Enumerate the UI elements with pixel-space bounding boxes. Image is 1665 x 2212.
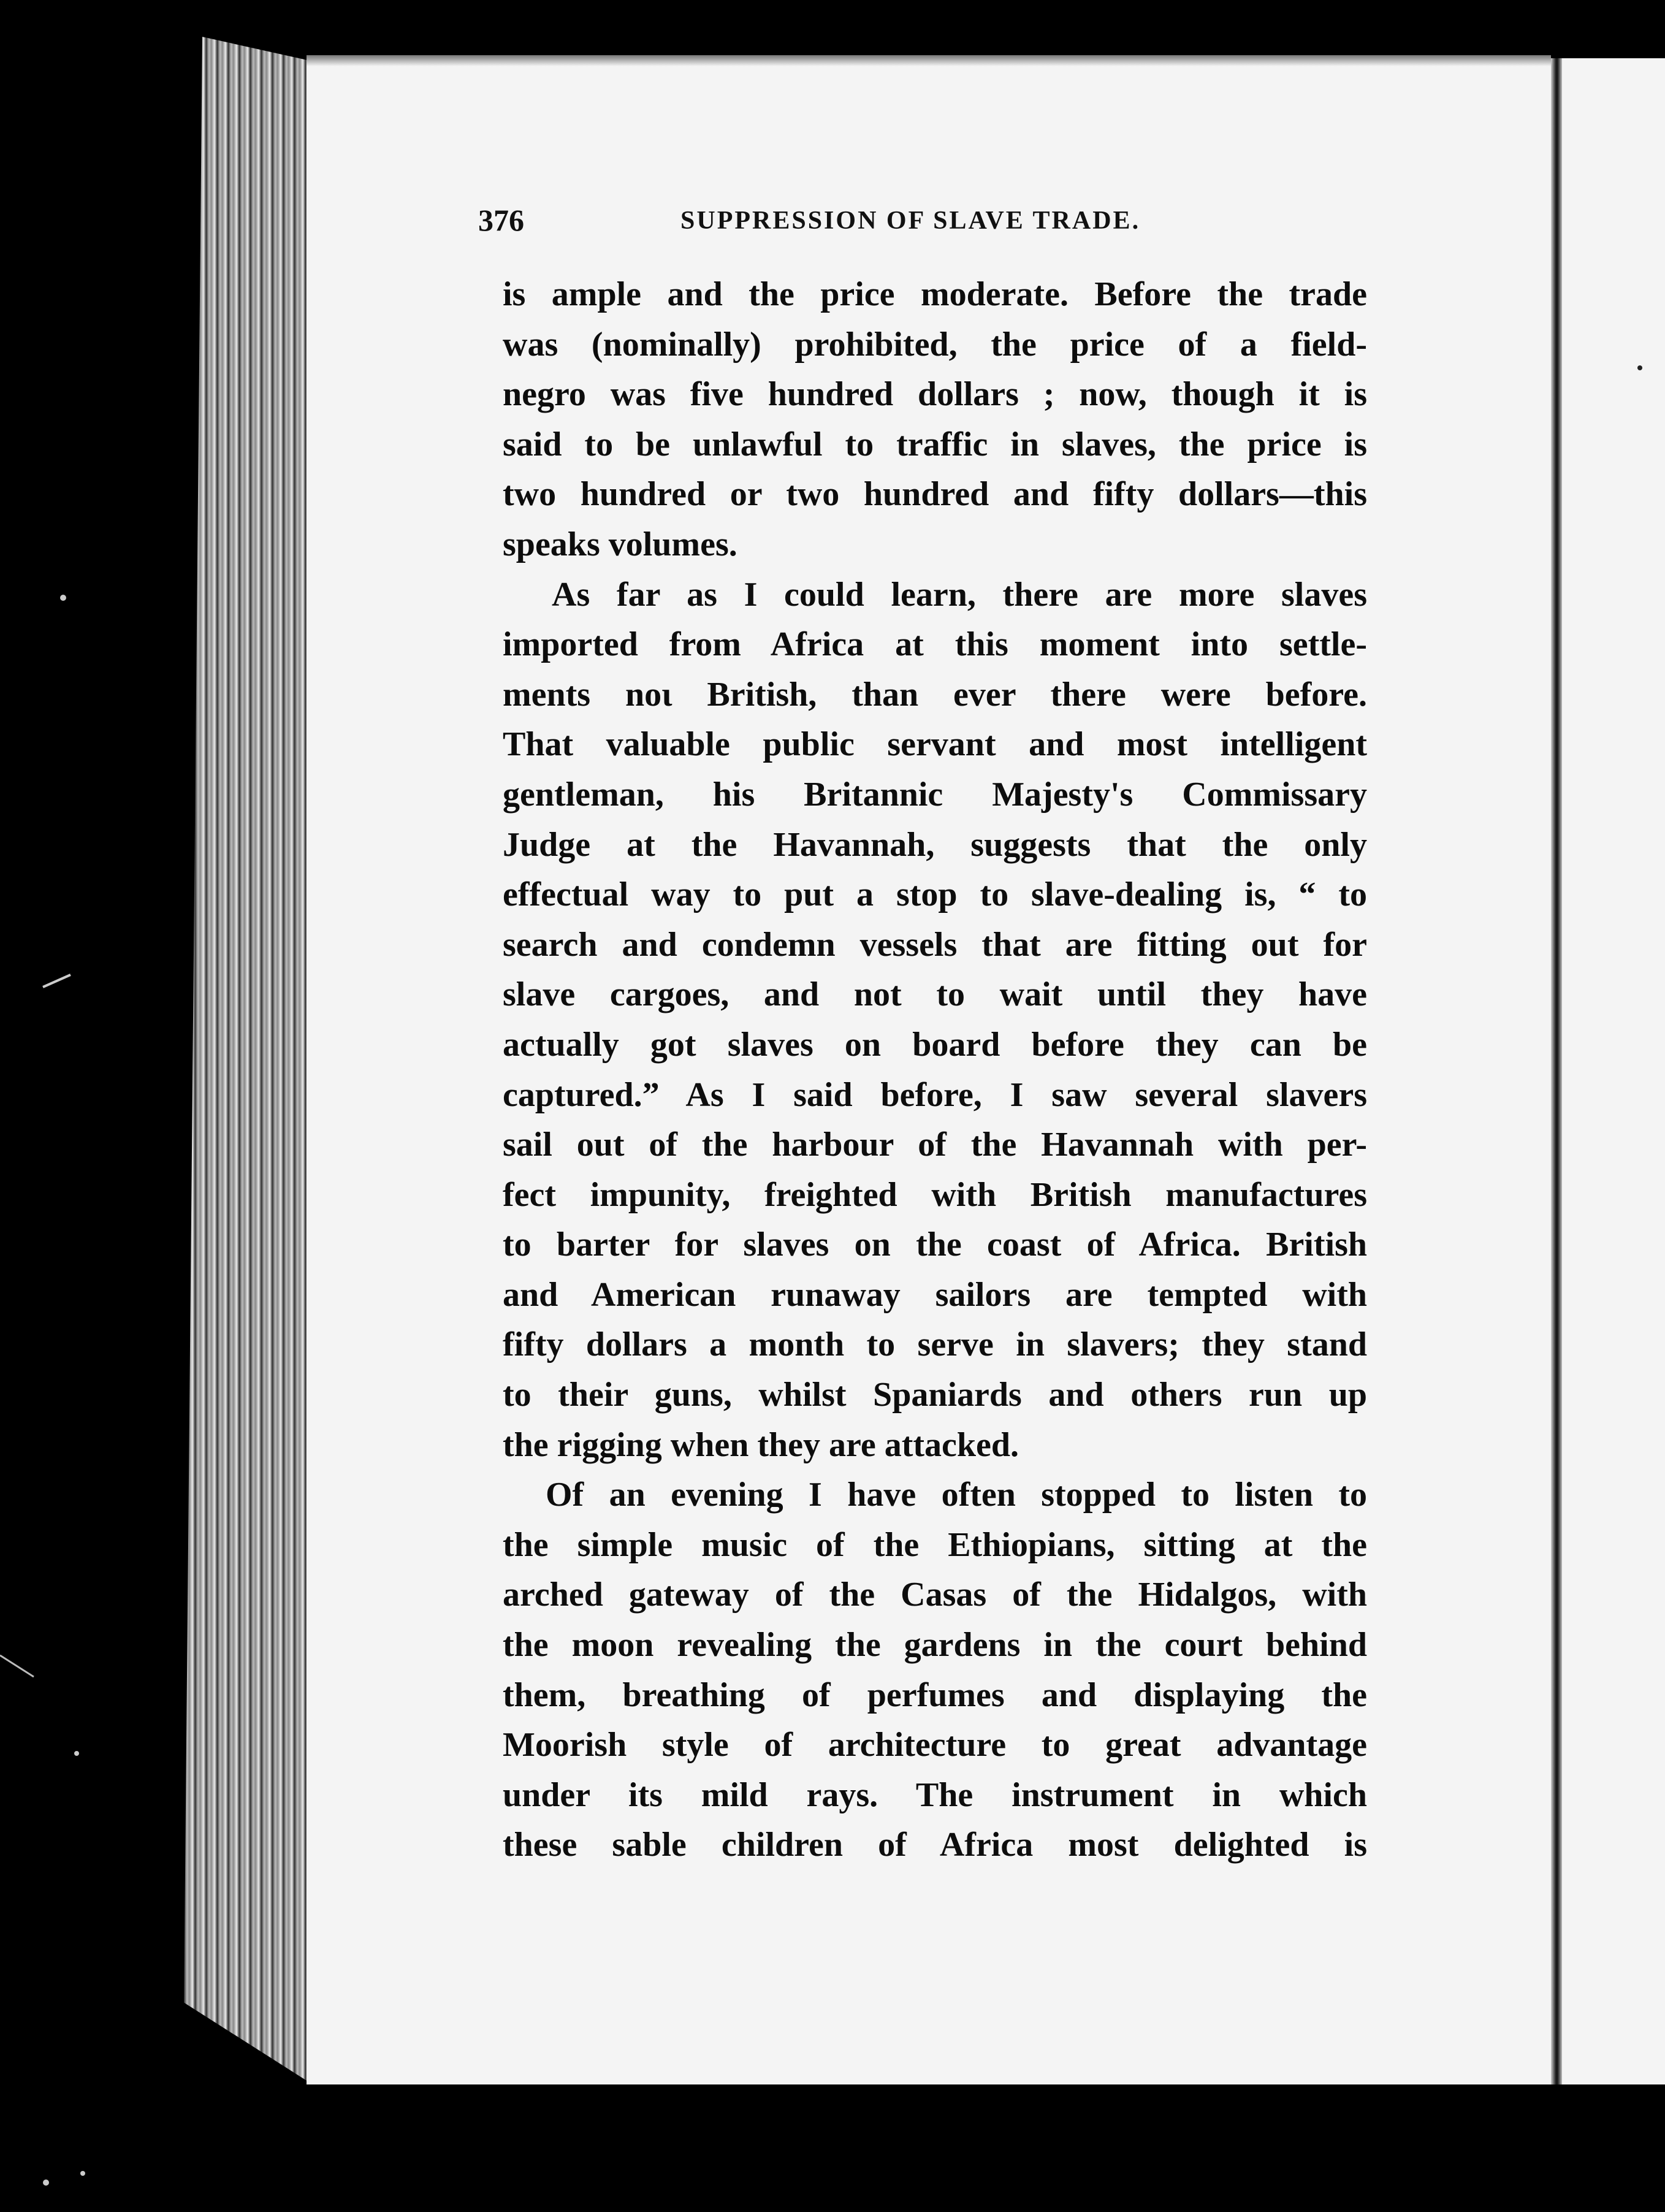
text-line: arched gateway of the Casas of the Hidalgos, with xyxy=(503,1576,1367,1614)
text-line: Moorish style of architecture to great advantage xyxy=(503,1726,1367,1764)
text-line: the simple music of the Ethiopians, sitting at the xyxy=(503,1525,1367,1564)
text-line: negro was five hundred dollars ; now, though it is xyxy=(503,375,1367,414)
text-line: fifty dollars a month to serve in slavers; they stand xyxy=(503,1325,1367,1364)
text-line: them, breathing of perfumes and displaying the xyxy=(503,1676,1367,1714)
text-line: imported from Africa at this moment into settle- xyxy=(503,625,1367,664)
text-line: the moon revealing the gardens in the court behind xyxy=(503,1626,1367,1665)
page-number: 376 xyxy=(478,203,524,237)
text-line: Judge at the Havannah, suggests that the only xyxy=(503,825,1367,864)
text-line: under its mild rays. The instrument in which xyxy=(503,1775,1367,1814)
text-line: That valuable public servant and most intelligent xyxy=(503,725,1367,764)
text-line: these sable children of Africa most delighted is xyxy=(503,1826,1367,1864)
text-line: As far as I could learn, there are more slaves xyxy=(552,575,1367,614)
text-line: effectual way to put a stop to slave-dealing is, “ to xyxy=(503,875,1367,914)
text-line: sail out of the harbour of the Havannah with per- xyxy=(503,1126,1367,1164)
text-line: said to be unlawful to traffic in slaves, the price is xyxy=(503,425,1367,463)
text-line: to barter for slaves on the coast of Africa. British xyxy=(503,1226,1367,1264)
running-head: SUPPRESSION OF SLAVE TRADE. xyxy=(680,207,1141,235)
text-line: captured.” As I said before, I saw several slavers xyxy=(503,1075,1367,1114)
text-line: gentleman, his Britannic Majesty's Commissary xyxy=(503,775,1367,814)
text-line: actually got slaves on board before they can be xyxy=(503,1025,1367,1064)
text-line: to their guns, whilst Spaniards and others run up xyxy=(503,1376,1367,1414)
text-line: the rigging when they are attacked. xyxy=(503,1425,1019,1464)
text-line: Of an evening I have often stopped to listen to xyxy=(546,1476,1367,1514)
text-line: and American runaway sailors are tempted with xyxy=(503,1275,1367,1314)
text-line: search and condemn vessels that are fitting out for xyxy=(503,925,1367,964)
text-line: two hundred or two hundred and fifty dollars—this xyxy=(503,475,1367,514)
text-line: is ample and the price moderate. Before the trade xyxy=(503,275,1367,313)
text-line: fect impunity, freighted with British manufactures xyxy=(503,1175,1367,1214)
text-line: speaks volumes. xyxy=(503,525,737,563)
text-line: slave cargoes, and not to wait until they have xyxy=(503,975,1367,1014)
text-line: ments noι British, than ever there were before. xyxy=(503,675,1367,714)
text-line: was (nominally) prohibited, the price of a field- xyxy=(503,325,1367,364)
